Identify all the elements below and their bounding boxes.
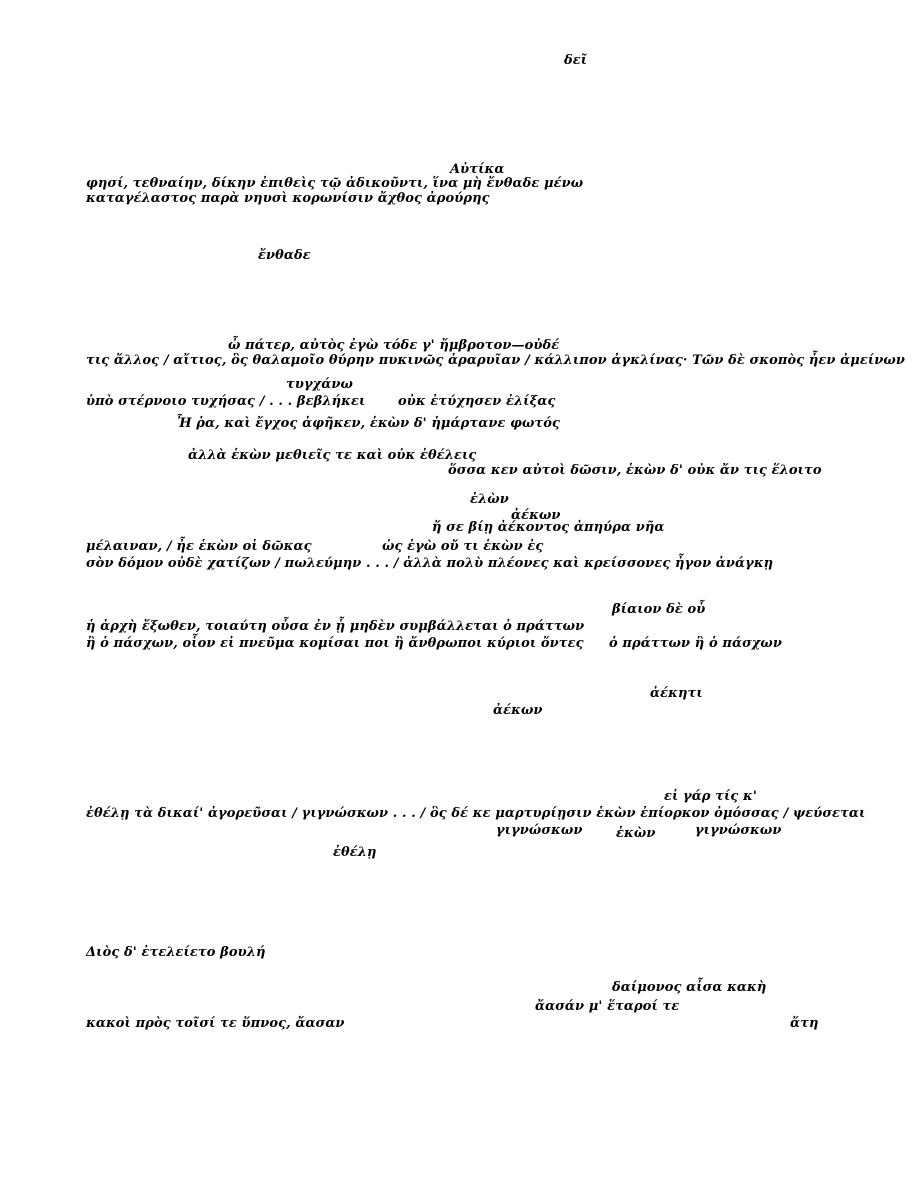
text-fragment-dei: δεῖ bbox=[564, 53, 588, 68]
text-fragment: οὐκ ἐτύχησεν ἐλίξας bbox=[398, 394, 556, 409]
text-line: ὑπὸ στέρνοιο τυχήσας / . . . βεβλήκει bbox=[86, 394, 366, 409]
text-fragment-gignoskon: γιγνώσκων bbox=[496, 823, 583, 838]
text-fragment-tynchano: τυγχάνω bbox=[286, 377, 354, 392]
text-fragment: ἄασάν μ' ἕταροί τε bbox=[535, 999, 680, 1014]
text-line: ἀλλὰ ἑκὼν μεθιεῖς τε καὶ οὐκ ἐθέλεις bbox=[188, 448, 477, 463]
text-fragment-elon: ἑλὼν bbox=[470, 492, 509, 507]
text-fragment-aekon: ἀέκων bbox=[511, 508, 561, 523]
text-fragment-ate: ἄτη bbox=[790, 1016, 819, 1031]
text-line: κακοὶ πρὸς τοῖσί τε ὕπνος, ἄασαν bbox=[86, 1016, 345, 1031]
text-line: ἤ σε βίῃ ἀέκοντος ἀπηύρα νῆα bbox=[432, 520, 665, 535]
text-fragment-enthade: ἔνθαδε bbox=[258, 248, 311, 263]
text-fragment-biaion: βίαιον δὲ οὗ bbox=[612, 602, 706, 617]
text-fragment: ὡς ἐγὼ οὔ τι ἑκὼν ἐς bbox=[382, 539, 544, 554]
text-fragment-ethele: ἐθέλῃ bbox=[333, 845, 377, 860]
text-line: ἐθέλῃ τὰ δικαί' ἀγορεῦσαι / γιγνώσκων . . . / ὃς δέ κε μαρτυρίῃσιν ἑκὼν ἐπίορκον ὀμόσσας / ψεύσεται bbox=[86, 806, 866, 821]
text-fragment: δαίμονος αἶσα κακὴ bbox=[612, 980, 767, 995]
text-line: τις ἄλλος / αἴτιος, ὃς θαλαμοῖο θύρην πυκινῶς ἀραρυῖαν / κάλλιπον ἀγκλίνας· Τῶν δὲ σκοπὸς ἦεν ἀμείνων bbox=[86, 353, 906, 368]
text-fragment-gignoskon: γιγνώσκων bbox=[695, 823, 782, 838]
text-fragment-aekeiti: ἀέκητι bbox=[650, 686, 703, 701]
text-line: ὦ πάτερ, αὐτὸς ἐγὼ τόδε γ' ἤμβροτον—οὐδέ bbox=[228, 338, 560, 353]
text-fragment-autika: Αὐτίκα bbox=[450, 162, 505, 177]
text-line: μέλαιναν, / ἦε ἑκὼν οἱ δῶκας bbox=[86, 539, 312, 554]
text-fragment: ὁ πράττων ἢ ὁ πάσχων bbox=[609, 636, 783, 651]
text-line: ἢ ὁ πάσχων, οἷον εἰ πνεῦμα κομίσαι ποι ἢ ἄνθρωποι κύριοι ὄντες bbox=[86, 636, 584, 651]
text-line: Ἦ ῥα, καὶ ἔγχος ἀφῆκεν, ἑκὼν δ' ἡμάρτανε φωτός bbox=[176, 416, 561, 431]
text-line: φησί, τεθναίην, δίκην ἐπιθεὶς τῷ ἀδικοῦντι, ἵνα μὴ ἔνθαδε μένω bbox=[86, 176, 584, 191]
text-line: ἡ ἀρχὴ ἔξωθεν, τοιαύτη οὖσα ἐν ᾗ μηδὲν συμβάλλεται ὁ πράττων bbox=[86, 619, 585, 634]
text-fragment: εἰ γάρ τίς κ' bbox=[664, 789, 757, 804]
text-line: καταγέλαστος παρὰ νηυσὶ κορωνίσιν ἄχθος ἀρούρης bbox=[86, 191, 490, 206]
text-fragment-aekon: ἀέκων bbox=[493, 703, 543, 718]
text-line: ὅσσα κεν αὐτοὶ δῶσιν, ἑκὼν δ' οὐκ ἄν τις ἕλοιτο bbox=[448, 463, 822, 478]
text-fragment-hekon: ἑκὼν bbox=[616, 826, 656, 841]
text-line: Διὸς δ' ἐτελείετο βουλή bbox=[86, 945, 266, 960]
text-line: σὸν δόμον οὐδὲ χατίζων / πωλεύμην . . . / ἀλλὰ πολὺ πλέονες καὶ κρείσσονες ἦγον ἀνάγκῃ bbox=[86, 556, 774, 571]
